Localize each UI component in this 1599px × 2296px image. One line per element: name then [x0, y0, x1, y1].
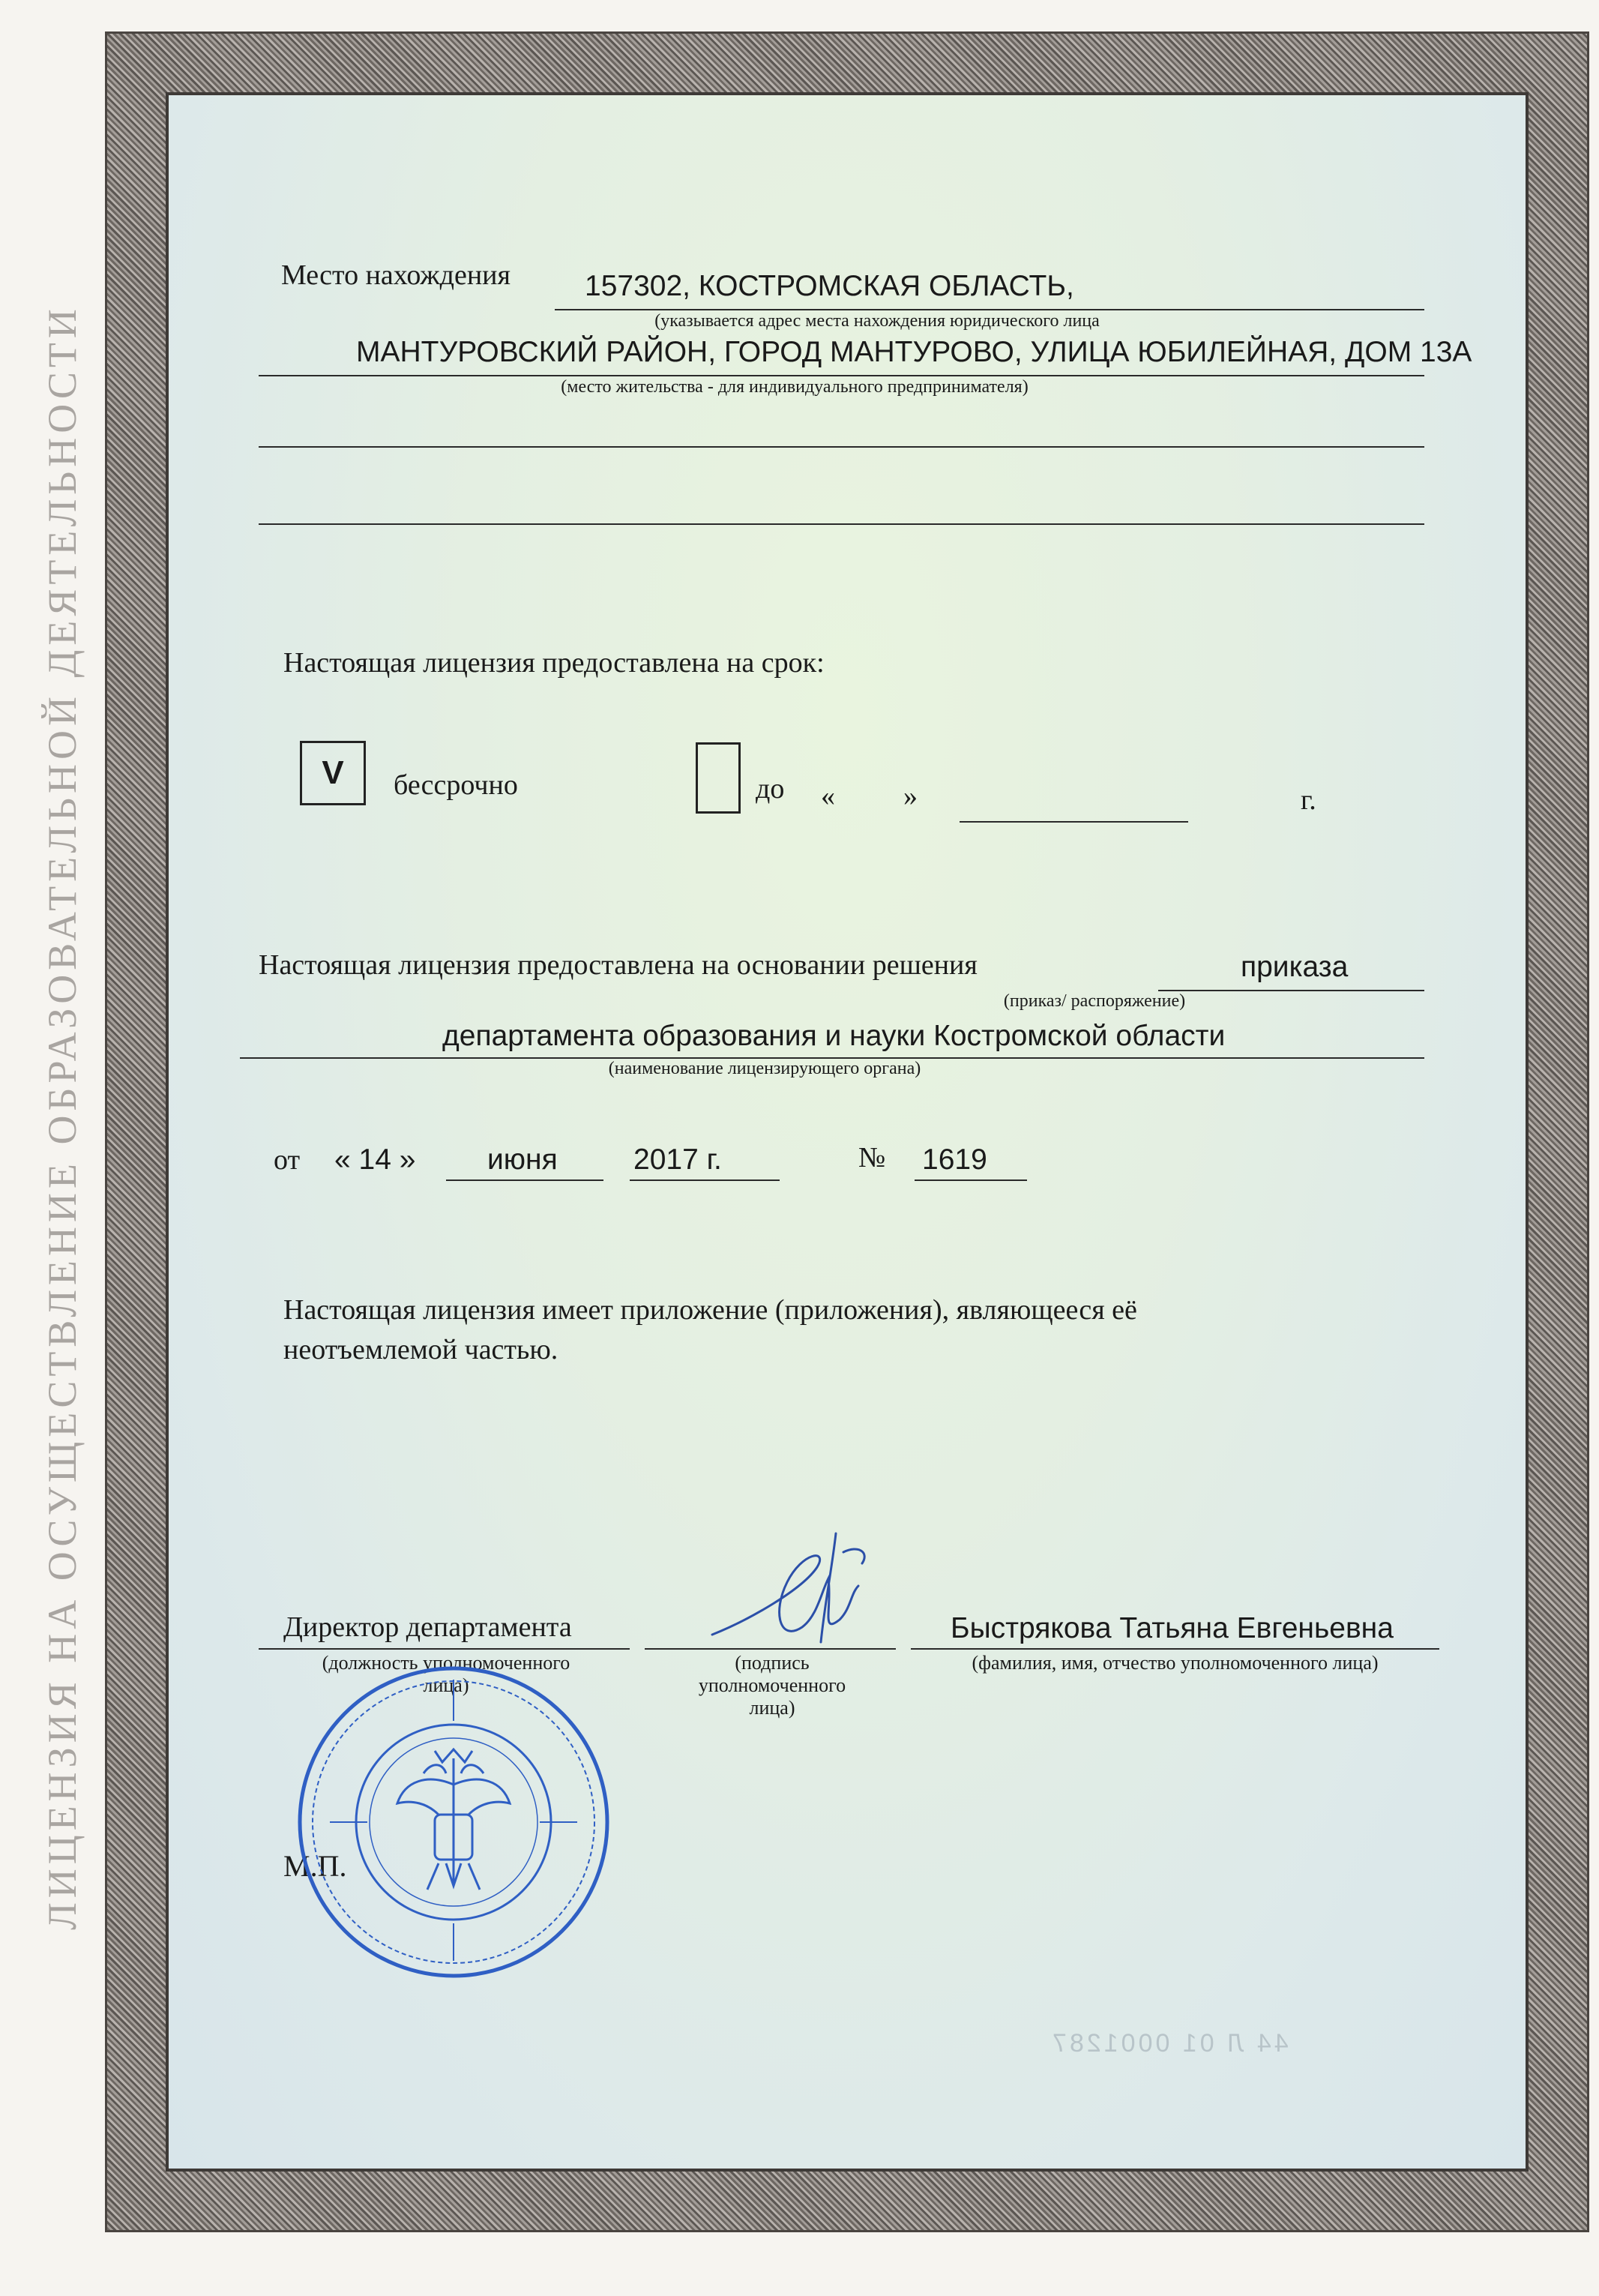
sidebar-title: ЛИЦЕНЗИЯ НА ОСУЩЕСТВЛЕНИЕ ОБРАЗОВАТЕЛЬНОЙ ДЕЯТЕЛЬНОСТИ	[40, 304, 85, 1930]
signer-position-hint-1: (должность уполномоченного	[322, 1652, 570, 1674]
decision-hint: (приказ/ распоряжение)	[1003, 991, 1186, 1011]
appendix-text-line-1: Настоящая лицензия имеет приложение (приложения), являющееся её	[283, 1294, 1137, 1326]
official-stamp-icon	[292, 1661, 615, 1983]
decision-year: 2017 г.	[633, 1144, 722, 1176]
indefinite-label: бессрочно	[394, 769, 518, 801]
decision-type: приказа	[1241, 951, 1349, 983]
seal-label: М.П.	[283, 1849, 347, 1883]
decision-day: « 14 »	[334, 1144, 416, 1176]
appendix-text-line-2: неотъемлемой частью.	[283, 1334, 558, 1365]
address-line-2: МАНТУРОВСКИЙ РАЙОН, ГОРОД МАНТУРОВО, УЛИЦА ЮБИЛЕЙНАЯ, ДОМ 13А	[356, 336, 1472, 368]
signature-hint-3: лица)	[749, 1697, 795, 1719]
signature-hint-2: уполномоченного	[698, 1674, 846, 1696]
until-date-rule	[960, 821, 1188, 823]
decision-number: 1619	[922, 1144, 987, 1176]
decision-month: июня	[487, 1144, 558, 1176]
decision-year-rule	[630, 1179, 780, 1181]
signer-position: Директор департамента	[283, 1611, 572, 1643]
signature-icon	[690, 1522, 915, 1672]
signature-hint-1: (подпись	[735, 1652, 810, 1674]
licensing-authority-hint: (наименование лицензирующего органа)	[608, 1059, 921, 1078]
until-checkbox[interactable]	[696, 742, 741, 814]
signer-name-rule	[911, 1648, 1439, 1650]
address-line-2-rule	[259, 375, 1424, 376]
until-close-quote: »	[903, 781, 918, 812]
address-line-1-rule	[555, 309, 1424, 310]
signer-name-hint: (фамилия, имя, отчество уполномоченного лица)	[972, 1652, 1379, 1674]
basis-text: Настоящая лицензия предоставлена на основании решения	[259, 949, 978, 981]
number-label: №	[858, 1142, 886, 1173]
blank-rule-2	[259, 523, 1424, 525]
from-label: от	[274, 1144, 301, 1176]
signer-position-rule	[259, 1648, 630, 1650]
location-label: Место нахождения	[281, 259, 511, 291]
until-label: до	[756, 773, 785, 805]
term-heading: Настоящая лицензия предоставлена на срок:	[283, 647, 825, 679]
address-line-1: 157302, КОСТРОМСКАЯ ОБЛАСТЬ,	[585, 270, 1074, 302]
indefinite-checkbox[interactable]: V	[300, 741, 366, 805]
decision-number-rule	[915, 1179, 1027, 1181]
decision-month-rule	[446, 1179, 603, 1181]
signer-position-hint-2: лица)	[423, 1674, 469, 1696]
serial-number: 44 Л 01 0001287	[1050, 2029, 1289, 2058]
address-hint-1: (указывается адрес места нахождения юридического лица	[654, 311, 1100, 331]
address-hint-2: (место жительства - для индивидуального предпринимателя)	[561, 377, 1029, 397]
until-open-quote: «	[821, 781, 835, 812]
blank-rule-1	[259, 446, 1424, 448]
until-year-suffix: г.	[1301, 784, 1316, 816]
signer-name: Быстрякова Татьяна Евгеньевна	[951, 1612, 1394, 1644]
licensing-authority: департамента образования и науки Костромской области	[442, 1020, 1226, 1052]
